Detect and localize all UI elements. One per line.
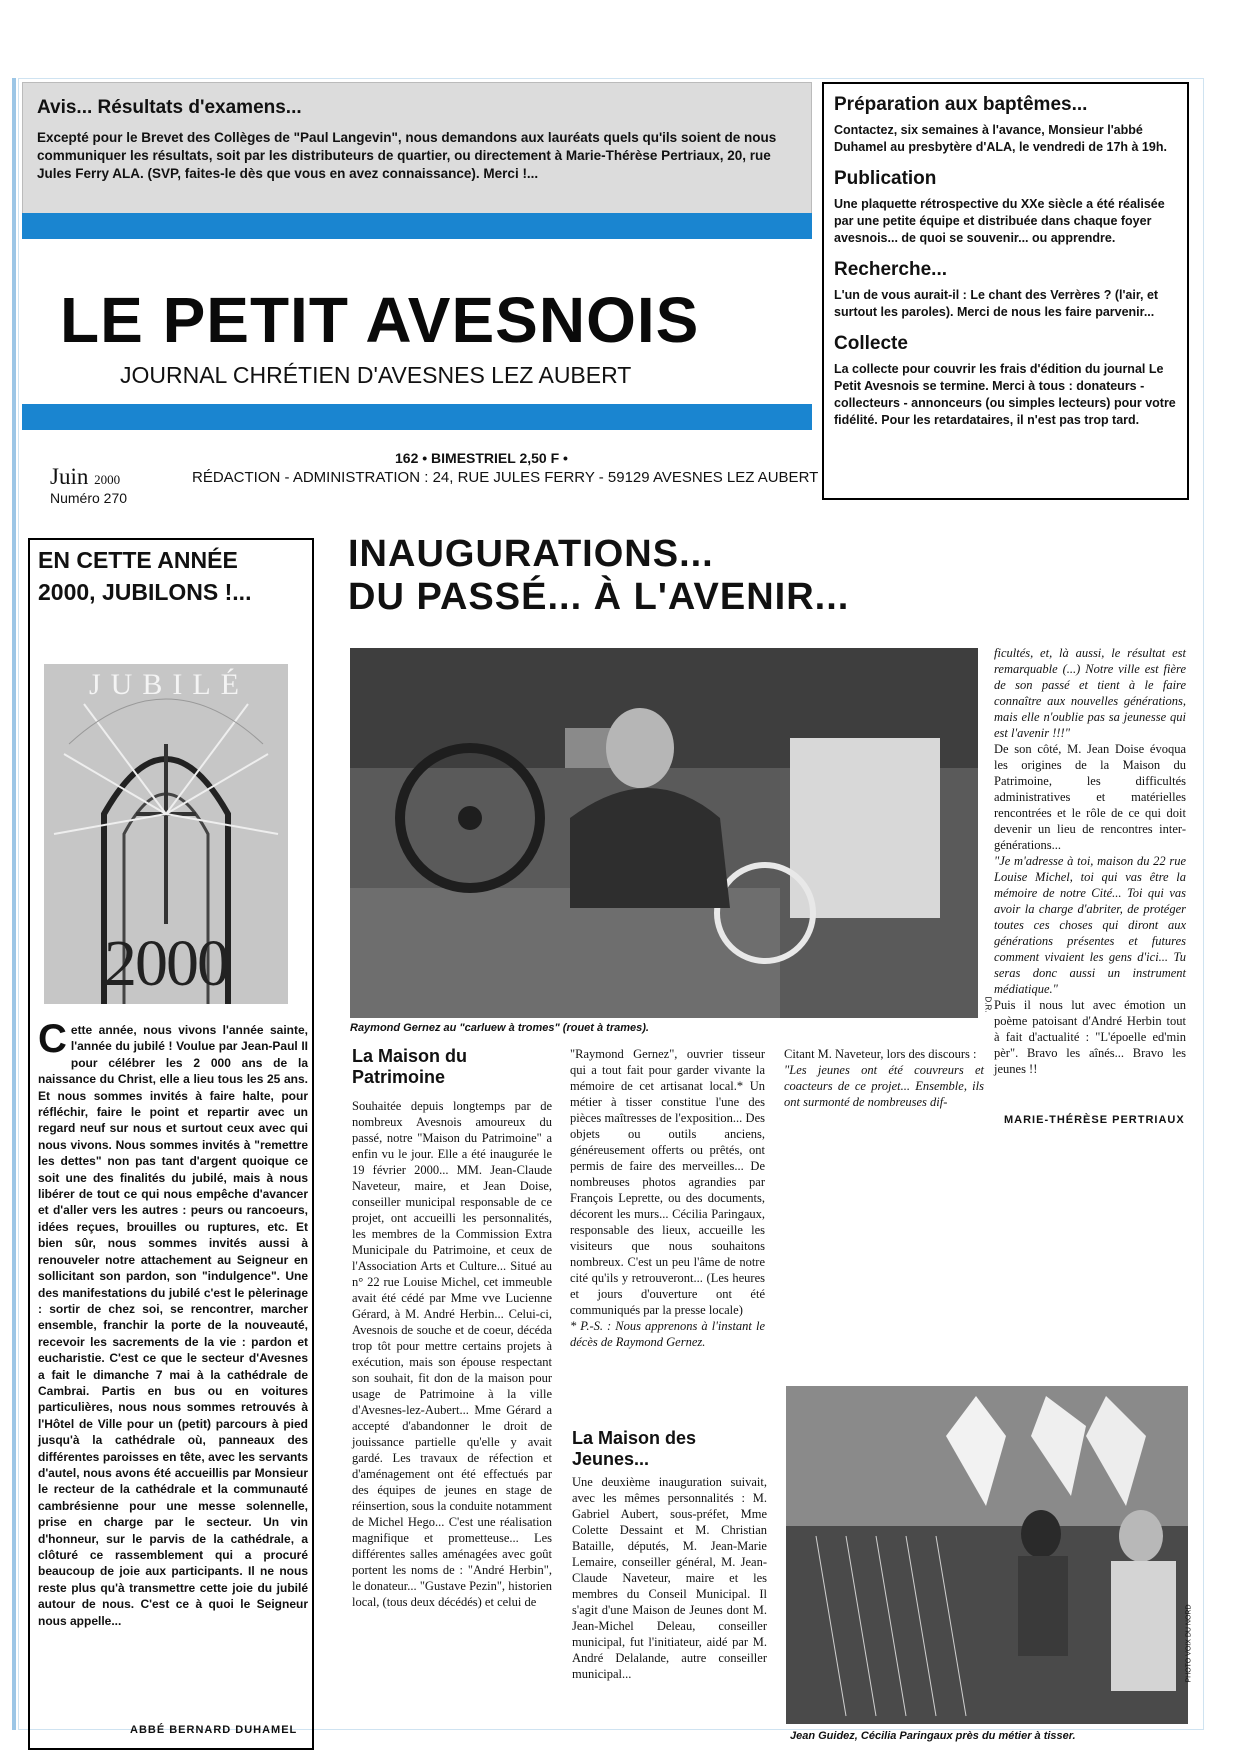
- column-3-quote: "Les jeunes ont été couvreurs et coacteurs de ce projet... Ensemble, ils ont surmonté de nombreuses dif-: [784, 1063, 984, 1109]
- headline-line-2: DU PASSÉ... À L'AVENIR...: [348, 576, 850, 618]
- jubilee-signature: ABBÉ BERNARD DUHAMEL: [130, 1724, 298, 1736]
- announcement-text: La collecte pour couvrir les frais d'édition du journal Le Petit Avesnois se termine. Merci à tous : donateurs - collecteurs - annonceurs (ou simples lecteurs) pour votre fidélité. Pour les retardataires, il n'est pas trop tard.: [834, 362, 1176, 427]
- masthead-title: LE PETIT AVESNOIS: [60, 284, 700, 356]
- jubilee-heading: EN CETTE ANNÉE 2000, JUBILONS !...: [38, 547, 252, 605]
- column-4-text-2: Puis il nous lut avec émotion un poème patoisant d'André Herbin tout à fait d'actualité : "L'époelle ed'min pèr". Bravo les aînés... Bravo les jeunes !!: [994, 998, 1186, 1076]
- announcement-text: L'un de vous aurait-il : Le chant des Verrères ? (l'air, et surtout les paroles). Merci de nous les faire parvenir...: [834, 288, 1159, 319]
- article-signature: MARIE-THÉRÈSE PERTRIAUX: [1004, 1114, 1185, 1126]
- weaver-photo-svg: [350, 648, 978, 1018]
- loom-photo-svg: [786, 1386, 1188, 1724]
- masthead-band-bottom: [22, 404, 812, 430]
- article-column-2b: [572, 1474, 767, 1682]
- column-4-quote-2: "Je m'adresse à toi, maison du 22 rue Louise Michel, toi qui vas être la mémoire de notre Cité... Toi qui vas avoir la charge d'abriter, de protéger toutes ces choses qui diront aux générations présentes et futures comment vivaient les gens d'ici... Tu seras donc aussi un instrument médiatique.": [994, 854, 1186, 996]
- column-2-text: "Raymond Gernez", ouvrier tisseur qui a tout fait pour garder vivante la mémoire de cet artisanat local.* Un métier à tisser constitue l'une des pièces maîtresses de l'exposition... Des objets ou outils anciens, généreusement offerts ou prêtés, ont permis de faire des merveilles... De nombreuses photos agrandies par François Leprette, ou des documents, décorent les murs... Cécilia Paringaux, responsable des lieux, accueille les visiteurs que nous souhaitons nombreux. C'est un peu l'âme de notre cité qu'ils y retrouveront... (Les heures et jours d'ouverture ont été communiqués par la presse locale): [570, 1047, 765, 1317]
- announcement-baptism: [834, 94, 1177, 156]
- photo2-caption: Jean Guidez, Cécilia Paringaux près du métier à tisser.: [790, 1730, 1076, 1742]
- jubilee-artwork: [44, 664, 288, 1004]
- photo1-caption: Raymond Gernez au "carluew à tromes" (rouet à trames).: [350, 1022, 649, 1034]
- announcement-research: [834, 259, 1177, 321]
- announcement-collection: [834, 333, 1177, 429]
- notice-text: Excepté pour le Brevet des Collèges de "Paul Langevin", nous demandons aux lauréats quels qu'ils soient de nous communiquer les résultats, soit par les distributeurs de quartier, ou directement à Marie-Thérèse Pertriaux, 20, rue Jules Ferry ALA. (SVP, faites-le dès que vous en avez connaissance). Merci !...: [37, 130, 777, 181]
- jubilee-article: [38, 1017, 308, 1629]
- section-title-patrimoine: La Maison du Patrimoine: [352, 1046, 468, 1087]
- exam-results-notice: [22, 82, 812, 229]
- issue-date: [50, 464, 120, 490]
- article-column-1: [352, 1098, 552, 1610]
- article-column-3: [784, 1046, 984, 1110]
- announcement-title: Publication: [834, 168, 937, 189]
- issue-year: 2000: [94, 472, 121, 487]
- announcement-title: Préparation aux baptêmes...: [834, 94, 1088, 115]
- announcement-title: Recherche...: [834, 259, 947, 280]
- column-2b-text: Une deuxième inauguration suivait, avec les mêmes personnalités : M. Gabriel Aubert, sous-préfet, Mme Colette Dessaint et M. Christian Bataille, députés, M. Jean-Marie Lemaire, conseiller général, M. Jean-Claude Naveteur, maire et les membres du Conseil Municipal. Il s'agit d'une Maison de Jeunes dont M. Jean-Michel Deleau, conseiller municipal, fut l'initiateur, aidé par M. André Delalande, autre conseiller municipal...: [572, 1475, 767, 1681]
- column-1-text: Souhaitée depuis longtemps par de nombreux Avesnois amoureux du passé, notre "Maison du Patrimoine" a enfin vu le jour. Elle a été inaugurée le 19 février 2000... MM. Jean-Claude Naveteur, maire, et Jean Doise, conseiller municipal responsable de ce projet, ont accueilli les personnalités, les membres de la Commission Extra Municipale du Patrimoine, et ceux de l'Association Arts et Culture... Situé au n° 22 rue Louise Michel, cet immeuble avait été cédé par Mme vve Lucienne Gérard, à M. André Herbin... Celui-ci, Avesnois de souche et de coeur, décéda trop tôt pour mettre certains projets à exécution, mais son épouse respectant son souhait, fit don de la maison pour usage de Patrimoine à la ville d'Avesnes-lez-Aubert... Mme Gérard a accepté d'abandonner le droit de jouissance partielle qu'elle y avait gardé. Les travaux de réfection et d'aménagement ont été effectués par des équipes de jeunes en stage de réinsertion, sous la conduite notamment de Michel Hego... C'est une réalisation magnifique et prometteuse... Les différentes salles aménagées avec goût portent les noms de : "André Herbin", le donateur... "Gustave Pezin", historien local, (tous deux décédés) et celui de: [352, 1099, 552, 1609]
- column-2-postscript: * P.-S. : Nous apprenons à l'instant le décès de Raymond Gernez.: [570, 1319, 765, 1349]
- notice-title: Avis... Résultats d'examens...: [37, 97, 302, 118]
- article-column-4: [994, 645, 1186, 1077]
- article-column-2: [570, 1046, 765, 1350]
- announcements-box: [822, 82, 1189, 500]
- weaver-photo: [350, 648, 978, 1018]
- issue-number: Numéro 270: [50, 490, 128, 506]
- jubilee-art-word: JUBILÉ: [89, 668, 249, 701]
- photo1-credit: D.R.: [983, 996, 993, 1013]
- column-4-quote-1: ficultés, et, là aussi, le résultat est remarquable (...) Notre ville est fière de son passé et tient à le faire connaître aux nouvelles générations, mais elle n'oublie pas sa jeunesse qui est l'avenir !!!": [994, 646, 1186, 740]
- jubilee-art-year: 2000: [104, 927, 228, 1000]
- announcement-title: Collecte: [834, 333, 908, 354]
- column-3-text: Citant M. Naveteur, lors des discours :: [784, 1047, 977, 1061]
- jubilee-body: ette année, nous vivons l'année sainte, l'année du jubilé ! Voulue par Jean-Paul II pour célébrer les 2 000 ans de la naissance du Christ, elle a lieu tous les 25 ans. Et nous sommes invités à faire halte, pour réfléchir, faire le point et repartir avec un regard neuf sur nous et surtout ceux avec qui nous vivons. Nous sommes invités à "remettre les dettes" non pas tant d'argent quoique ce soit une des finalités du jubilé, mais à nous libérer de tout ce qui nous empêche d'avancer et d'aller vers les autres : peurs ou rancoeurs, idées reçues, brouilles ou ruptures, etc. Et bien sûr, nous sommes invités aussi à renouveler notre attachement au Seigneur en sollicitant son pardon, son "indulgence". Une des manifestations du jubilé c'est le pèlerinage : sortir de chez soi, se rencontrer, marcher ensemble, franchir la porte de la nouveauté, recevoir les sacrements de la vie : pardon et eucharistie. C'est ce que le secteur d'Avesnes a fait le dimanche 7 mai à la cathédrale de Cambrai. Partis en bus ou en voitures particulières, nous nous sommes retrouvés à l'Hôtel de Ville pour un (petit) parcours à pied jusqu'à la cathédrale où, panneaux des différentes paroisses en tête, avec les servants d'autel, nous avons été accueillis par Monsieur le recteur de la cathédrale et la communauté cambrésienne pour une messe solennelle, prise en charge par le secteur. Un vin d'honneur, sur le parvis de la cathédrale, a clôturé ce rassemblement qui a procuré beaucoup de joie aux participants. Il ne nous reste plus qu'à transmettre cette joie du jubilé autour de nous. C'est ce à quoi le Seigneur nous appelle...: [38, 1023, 308, 1628]
- main-headline: [348, 533, 1028, 619]
- loom-photo: [786, 1386, 1188, 1724]
- masthead-subtitle: JOURNAL CHRÉTIEN D'AVESNES LEZ AUBERT: [120, 362, 632, 388]
- announcement-text: Une plaquette rétrospective du XXe siècle a été réalisée par une petite équipe et distribuée dans chaque foyer avesnois... de quoi se souvenir... ou apprendre.: [834, 197, 1165, 245]
- section-title-jeunes: La Maison des Jeunes...: [572, 1428, 697, 1469]
- masthead-band-top: [22, 213, 812, 239]
- column-4-text-1: De son côté, M. Jean Doise évoqua les origines de la Maison du Patrimoine, les difficultés administratives et matérielles rencontrées et le rôle de ce qui doit devenir un lieu de rencontres inter-générations...: [994, 742, 1186, 852]
- dropcap: C: [38, 1017, 67, 1061]
- announcement-text: Contactez, six semaines à l'avance, Monsieur l'abbé Duhamel au presbytère d'ALA, le vendredi de 17h à 19h.: [834, 123, 1167, 154]
- photo2-credit: PHOTO VOIX DU NORD: [1185, 1604, 1193, 1683]
- issue-price: 162 • BIMESTRIEL 2,50 F •: [395, 450, 568, 466]
- announcement-publication: [834, 168, 1177, 247]
- editorial-address: RÉDACTION - ADMINISTRATION : 24, RUE JULES FERRY - 59129 AVESNES LEZ AUBERT: [192, 469, 819, 486]
- headline-line-1: INAUGURATIONS...: [348, 533, 714, 575]
- margin-rule: [12, 78, 16, 1730]
- issue-month: Juin: [50, 464, 89, 489]
